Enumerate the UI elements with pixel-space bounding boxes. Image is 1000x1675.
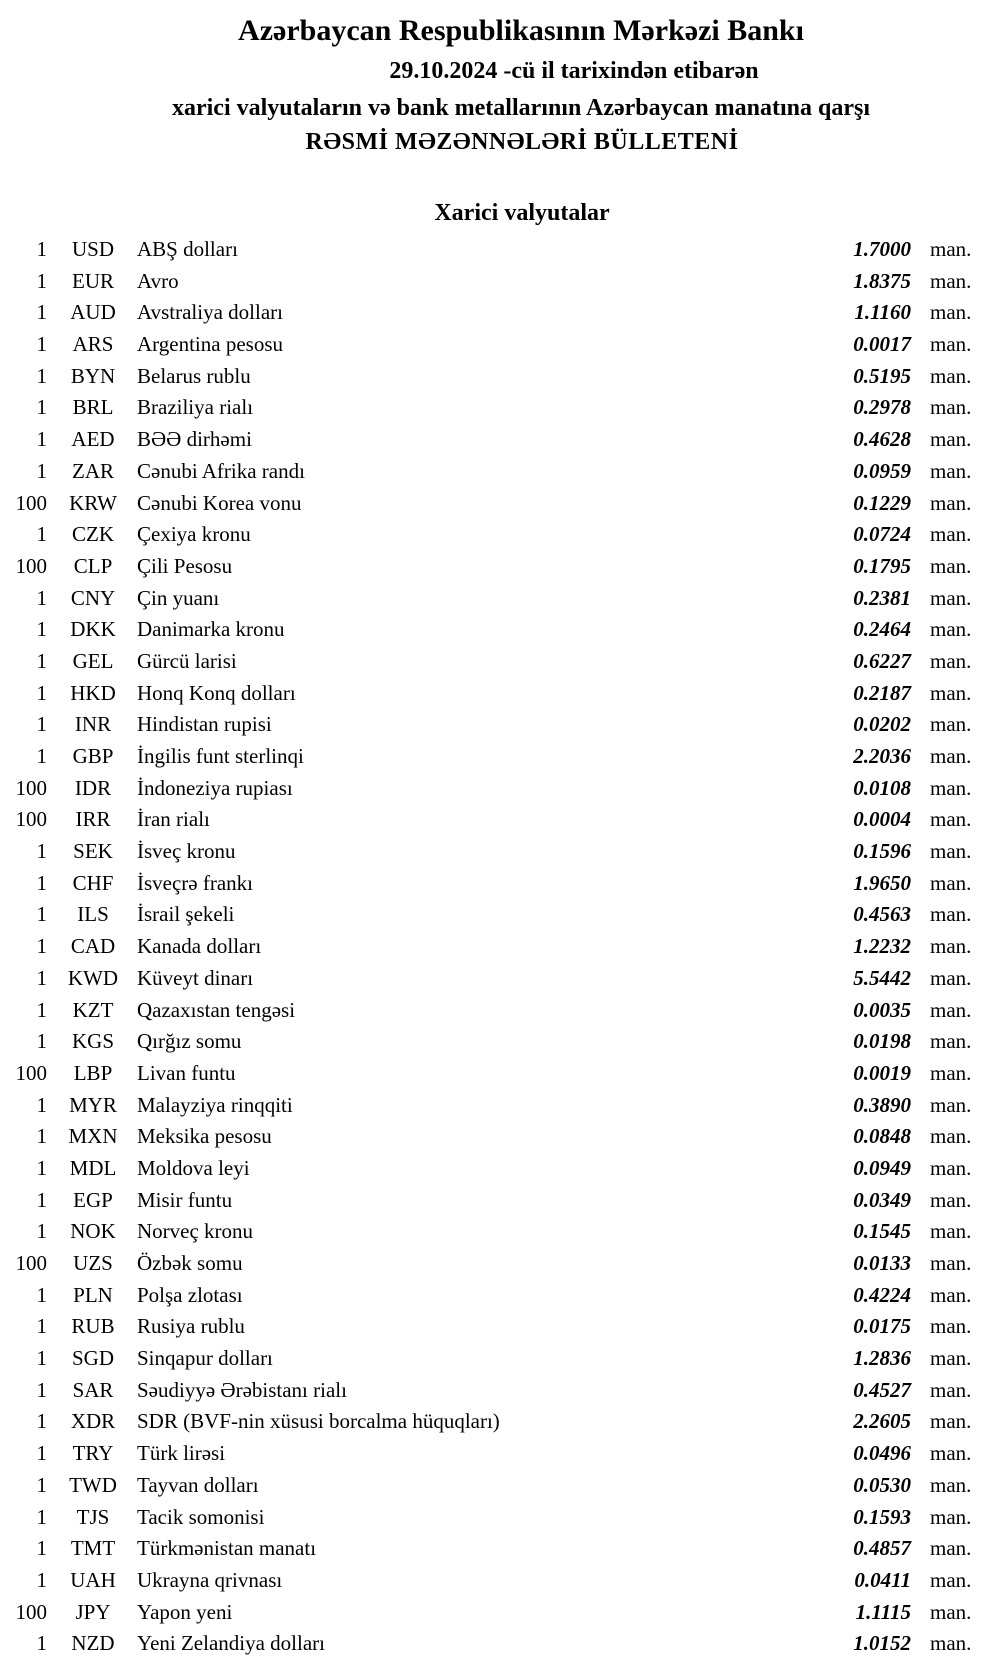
currency-rate: 0.0202 <box>853 712 911 737</box>
currency-unit: man. <box>930 680 972 705</box>
rate-row <box>0 488 1000 520</box>
currency-name: ABŞ dolları <box>137 237 238 261</box>
currency-rate: 0.1795 <box>853 553 911 578</box>
currency-unit: man. <box>930 1029 972 1054</box>
currency-code: LBP <box>73 1060 113 1085</box>
currency-code: SAR <box>72 1377 114 1402</box>
currency-code: UAH <box>70 1567 116 1592</box>
rate-row <box>0 1090 1000 1122</box>
currency-quantity: 1 <box>36 712 47 737</box>
currency-code: TMT <box>70 1536 116 1561</box>
currency-rate: 0.0108 <box>853 775 911 800</box>
rate-row <box>0 583 1000 615</box>
currency-name: Cənubi Korea vonu <box>137 490 302 515</box>
currency-quantity: 100 <box>15 1060 47 1085</box>
currency-rate: 2.2036 <box>853 744 911 768</box>
currency-name: Danimarka kronu <box>137 617 285 642</box>
currency-name: Çexiya kronu <box>137 522 251 547</box>
currency-rate: 0.0411 <box>854 1567 911 1592</box>
currency-name: İndoneziya rupiası <box>137 775 293 800</box>
currency-code: HKD <box>70 680 116 705</box>
rate-row <box>0 297 1000 329</box>
currency-name: Polşa zlotası <box>137 1282 243 1307</box>
rate-row <box>0 1470 1000 1502</box>
currency-rate: 0.4224 <box>853 1282 911 1307</box>
currency-code: EUR <box>72 268 114 293</box>
currency-code: ZAR <box>72 458 114 483</box>
rate-row <box>0 329 1000 361</box>
currency-quantity: 1 <box>36 870 47 895</box>
currency-code: XDR <box>70 1409 116 1434</box>
currency-quantity: 100 <box>15 1599 47 1624</box>
currency-rate: 0.1545 <box>853 1219 911 1244</box>
currency-unit: man. <box>930 585 972 610</box>
currency-quantity: 1 <box>36 1441 47 1466</box>
currency-unit: man. <box>930 237 972 261</box>
currency-code: DKK <box>70 617 116 642</box>
currency-quantity: 1 <box>36 268 47 293</box>
currency-rate: 2.2605 <box>853 1409 911 1434</box>
currency-name: Səudiyyə Ərəbistanı rialı <box>137 1377 347 1402</box>
rate-row <box>0 1121 1000 1153</box>
rate-row <box>0 1185 1000 1217</box>
currency-code: KWD <box>67 965 119 990</box>
currency-code: NOK <box>70 1219 116 1244</box>
currency-name: Braziliya rialı <box>137 395 254 420</box>
rate-row <box>0 931 1000 963</box>
currency-code: UZS <box>73 1251 113 1275</box>
currency-unit: man. <box>930 1124 972 1149</box>
currency-code: BYN <box>70 363 116 388</box>
currency-name: Avro <box>137 268 179 293</box>
currency-quantity: 1 <box>36 902 47 927</box>
currency-code: NZD <box>71 1631 115 1656</box>
currency-quantity: 100 <box>15 1251 47 1275</box>
currency-unit: man. <box>930 1441 972 1466</box>
currency-rate: 0.2187 <box>853 680 911 705</box>
currency-quantity: 1 <box>36 648 47 673</box>
currency-quantity: 1 <box>36 1631 47 1656</box>
currency-quantity: 1 <box>36 522 47 547</box>
rate-row <box>0 868 1000 900</box>
currency-unit: man. <box>930 1472 972 1497</box>
currency-rate: 0.4857 <box>853 1536 911 1561</box>
currency-rate: 0.3890 <box>853 1092 911 1117</box>
rate-row <box>0 1375 1000 1407</box>
currency-quantity: 1 <box>36 1029 47 1054</box>
currency-rate: 0.0198 <box>853 1029 911 1054</box>
currency-rate: 0.0017 <box>853 332 911 357</box>
currency-quantity: 1 <box>36 1124 47 1149</box>
currency-name: Hindistan rupisi <box>137 712 272 737</box>
currency-name: Özbək somu <box>137 1251 243 1275</box>
currency-rate: 0.0949 <box>853 1155 911 1180</box>
currency-unit: man. <box>930 490 972 515</box>
currency-name: Çili Pesosu <box>137 553 233 578</box>
currency-name: İran rialı <box>137 807 210 832</box>
currency-code: RUB <box>71 1314 115 1339</box>
currency-code: KZT <box>72 997 114 1022</box>
currency-quantity: 1 <box>36 395 47 420</box>
currency-name: İsrail şekeli <box>137 902 235 927</box>
currency-rate: 0.1229 <box>853 490 911 515</box>
currency-rate: 1.1115 <box>855 1599 911 1624</box>
currency-quantity: 1 <box>36 1219 47 1244</box>
currency-code: TRY <box>72 1441 114 1466</box>
currency-unit: man. <box>930 1219 972 1244</box>
currency-name: BƏƏ dirhəmi <box>137 427 252 452</box>
currency-rate: 0.0848 <box>853 1124 911 1149</box>
rate-row <box>0 614 1000 646</box>
currency-rate: 0.5195 <box>853 363 911 388</box>
rate-row <box>0 1311 1000 1343</box>
currency-quantity: 100 <box>15 775 47 800</box>
currency-code: INR <box>74 712 112 737</box>
currency-name: İsveç kronu <box>137 839 236 864</box>
currency-unit: man. <box>930 1092 972 1117</box>
currency-unit: man. <box>930 839 972 864</box>
currency-unit: man. <box>930 870 972 895</box>
section-title-foreign-currencies: Xarici valyutalar <box>434 200 610 226</box>
rate-row <box>0 646 1000 678</box>
rate-row <box>0 678 1000 710</box>
currency-quantity: 1 <box>36 1282 47 1307</box>
currency-rate: 0.4628 <box>853 427 911 452</box>
rate-row <box>0 1628 1000 1660</box>
currency-quantity: 1 <box>36 458 47 483</box>
currency-quantity: 1 <box>36 237 47 261</box>
currency-unit: man. <box>930 1346 972 1371</box>
currency-unit: man. <box>930 617 972 642</box>
currency-rate: 0.0349 <box>853 1187 911 1212</box>
currency-code: MYR <box>69 1092 117 1117</box>
currency-name: Yapon yeni <box>137 1599 233 1624</box>
rate-row <box>0 424 1000 456</box>
currency-code: ILS <box>77 902 109 927</box>
currency-rate: 0.2381 <box>853 585 911 610</box>
currency-quantity: 1 <box>36 1567 47 1592</box>
currency-name: SDR (BVF-nin xüsusi borcalma hüquqları) <box>137 1409 500 1434</box>
rate-row <box>0 392 1000 424</box>
currency-quantity: 1 <box>36 1536 47 1561</box>
currency-name: Qırğız somu <box>137 1029 242 1054</box>
currency-name: Rusiya rublu <box>137 1314 245 1339</box>
currency-rate: 1.2836 <box>853 1346 911 1371</box>
currency-code: CAD <box>70 934 116 959</box>
rate-row <box>0 709 1000 741</box>
currency-code: SEK <box>73 839 113 864</box>
rates-table <box>0 234 1000 1660</box>
currency-quantity: 1 <box>36 1187 47 1212</box>
currency-unit: man. <box>930 1251 972 1275</box>
rate-row <box>0 519 1000 551</box>
currency-quantity: 1 <box>36 965 47 990</box>
currency-quantity: 1 <box>36 839 47 864</box>
rate-row <box>0 804 1000 836</box>
rate-row <box>0 836 1000 868</box>
currency-quantity: 1 <box>36 332 47 357</box>
rate-row <box>0 1280 1000 1312</box>
currency-name: Türk lirəsi <box>137 1441 226 1466</box>
currency-code: IDR <box>74 775 112 800</box>
currency-name: Moldova leyi <box>137 1155 250 1180</box>
currency-rate: 0.0133 <box>853 1251 911 1275</box>
currency-code: JPY <box>75 1599 111 1624</box>
currency-rate: 1.9650 <box>853 870 911 895</box>
currency-rate: 1.8375 <box>853 268 911 293</box>
currency-code: ARS <box>72 332 114 357</box>
currency-name: Qazaxıstan tengəsi <box>137 997 296 1022</box>
rate-row <box>0 266 1000 298</box>
currency-unit: man. <box>930 1282 972 1307</box>
currency-unit: man. <box>930 807 972 832</box>
currency-code: CLP <box>73 553 113 578</box>
currency-quantity: 1 <box>36 300 47 325</box>
currency-unit: man. <box>930 712 972 737</box>
currency-quantity: 100 <box>15 553 47 578</box>
rate-row <box>0 1248 1000 1280</box>
currency-quantity: 1 <box>36 1377 47 1402</box>
currency-quantity: 1 <box>36 680 47 705</box>
currency-name: Tacik somonisi <box>137 1504 265 1529</box>
currency-unit: man. <box>930 1155 972 1180</box>
currency-code: AED <box>71 427 115 452</box>
rate-row <box>0 551 1000 583</box>
currency-rate: 0.1596 <box>853 839 911 864</box>
currency-code: EGP <box>73 1187 113 1212</box>
currency-unit: man. <box>930 965 972 990</box>
currency-code: GBP <box>72 744 114 768</box>
currency-name: Çin yuanı <box>137 585 220 610</box>
currency-unit: man. <box>930 1504 972 1529</box>
currency-rate: 0.0035 <box>853 997 911 1022</box>
currency-unit: man. <box>930 1060 972 1085</box>
rate-row <box>0 1565 1000 1597</box>
currency-unit: man. <box>930 1631 972 1656</box>
currency-unit: man. <box>930 1314 972 1339</box>
currency-unit: man. <box>930 648 972 673</box>
bulletin-subtitle: xarici valyutaların və bank metallarının Azərbaycan manatına qarşı <box>171 95 870 121</box>
currency-unit: man. <box>930 553 972 578</box>
currency-rate: 0.0175 <box>853 1314 911 1339</box>
currency-rate: 0.4527 <box>853 1377 911 1402</box>
rate-row <box>0 773 1000 805</box>
currency-code: CZK <box>72 522 114 547</box>
currency-code: IRR <box>75 807 111 832</box>
currency-rate: 1.2232 <box>853 934 911 959</box>
currency-unit: man. <box>930 1377 972 1402</box>
rate-row <box>0 1597 1000 1629</box>
currency-unit: man. <box>930 1536 972 1561</box>
currency-unit: man. <box>930 522 972 547</box>
currency-rate: 0.0724 <box>853 522 911 547</box>
currency-code: BRL <box>72 395 114 420</box>
currency-code: TJS <box>76 1504 110 1529</box>
currency-code: GEL <box>72 648 114 673</box>
rate-row <box>0 899 1000 931</box>
currency-unit: man. <box>930 1187 972 1212</box>
rate-row <box>0 1438 1000 1470</box>
rate-row <box>0 1343 1000 1375</box>
currency-unit: man. <box>930 458 972 483</box>
currency-code: CHF <box>72 870 114 895</box>
currency-quantity: 1 <box>36 363 47 388</box>
rate-row <box>0 1058 1000 1090</box>
currency-rate: 5.5442 <box>853 965 911 990</box>
currency-unit: man. <box>930 997 972 1022</box>
rate-row <box>0 1533 1000 1565</box>
currency-name: Norveç kronu <box>137 1219 254 1244</box>
rate-row <box>0 1216 1000 1248</box>
currency-quantity: 1 <box>36 427 47 452</box>
currency-name: Türkmənistan manatı <box>137 1536 317 1561</box>
currency-name: Sinqapur dolları <box>137 1346 273 1371</box>
currency-quantity: 100 <box>15 807 47 832</box>
currency-unit: man. <box>930 744 972 768</box>
currency-unit: man. <box>930 427 972 452</box>
currency-rate: 0.4563 <box>853 902 911 927</box>
currency-code: AUD <box>70 300 116 325</box>
rate-row <box>0 1502 1000 1534</box>
currency-rate: 1.0152 <box>853 1631 911 1656</box>
currency-quantity: 1 <box>36 617 47 642</box>
currency-name: Ukrayna qrivnası <box>137 1567 283 1592</box>
currency-name: Küveyt dinarı <box>137 965 254 990</box>
rate-row <box>0 1406 1000 1438</box>
currency-code: MXN <box>68 1124 118 1149</box>
currency-code: KGS <box>71 1029 114 1054</box>
currency-quantity: 1 <box>36 934 47 959</box>
currency-quantity: 1 <box>36 1472 47 1497</box>
currency-quantity: 1 <box>36 585 47 610</box>
rate-row <box>0 456 1000 488</box>
currency-unit: man. <box>930 902 972 927</box>
currency-rate: 0.1593 <box>853 1504 911 1529</box>
currency-quantity: 1 <box>36 1346 47 1371</box>
currency-quantity: 100 <box>15 490 47 515</box>
rate-row <box>0 741 1000 773</box>
currency-name: Belarus rublu <box>137 363 251 388</box>
rate-row <box>0 995 1000 1027</box>
currency-quantity: 1 <box>36 1155 47 1180</box>
rate-row <box>0 1153 1000 1185</box>
currency-quantity: 1 <box>36 1092 47 1117</box>
currency-rate: 0.2464 <box>853 617 911 642</box>
rate-row <box>0 234 1000 266</box>
currency-quantity: 1 <box>36 1409 47 1434</box>
currency-quantity: 1 <box>36 744 47 768</box>
currency-name: Cənubi Afrika randı <box>137 458 305 483</box>
currency-rate: 0.0019 <box>853 1060 911 1085</box>
currency-code: TWD <box>69 1472 117 1497</box>
currency-unit: man. <box>930 1599 972 1624</box>
currency-unit: man. <box>930 395 972 420</box>
currency-unit: man. <box>930 363 972 388</box>
currency-unit: man. <box>930 268 972 293</box>
currency-name: İngilis funt sterlinqi <box>137 744 304 768</box>
currency-code: CNY <box>70 585 116 610</box>
currency-quantity: 1 <box>36 997 47 1022</box>
currency-unit: man. <box>930 934 972 959</box>
currency-quantity: 1 <box>36 1504 47 1529</box>
effective-date-line: 29.10.2024 -cü il tarixindən etibarən <box>389 58 759 84</box>
bulletin-page <box>0 12 1000 1660</box>
currency-quantity: 1 <box>36 1314 47 1339</box>
currency-rate: 0.2978 <box>853 395 911 420</box>
currency-name: İsveçrə frankı <box>137 870 254 895</box>
rate-row <box>0 963 1000 995</box>
rate-row <box>0 1026 1000 1058</box>
currency-name: Misir funtu <box>137 1187 233 1212</box>
currency-rate: 0.0959 <box>853 458 911 483</box>
rate-row <box>0 361 1000 393</box>
currency-rate: 0.0496 <box>853 1441 911 1466</box>
bank-title: Azərbaycan Respublikasının Mərkəzi Bankı <box>238 14 804 47</box>
currency-name: Kanada dolları <box>137 934 262 959</box>
currency-code: MDL <box>69 1155 117 1180</box>
currency-rate: 0.0004 <box>853 807 911 832</box>
currency-code: USD <box>71 237 114 261</box>
currency-name: Meksika pesosu <box>137 1124 272 1149</box>
currency-unit: man. <box>930 332 972 357</box>
currency-rate: 0.0530 <box>853 1472 911 1497</box>
currency-name: Honq Konq dolları <box>137 680 296 705</box>
currency-name: Yeni Zelandiya dolları <box>137 1631 325 1656</box>
currency-name: Gürcü larisi <box>137 648 237 673</box>
currency-name: Malayziya rinqqiti <box>137 1092 293 1117</box>
currency-name: Argentina pesosu <box>137 332 284 357</box>
currency-code: PLN <box>73 1282 113 1307</box>
currency-code: SGD <box>71 1346 114 1371</box>
currency-name: Avstraliya dolları <box>137 300 283 325</box>
currency-name: Tayvan dolları <box>137 1472 259 1497</box>
currency-unit: man. <box>930 1409 972 1434</box>
currency-unit: man. <box>930 775 972 800</box>
currency-name: Livan funtu <box>137 1060 236 1085</box>
bulletin-title: RƏSMİ MƏZƏNNƏLƏRİ BÜLLETENİ <box>305 129 739 155</box>
currency-rate: 1.7000 <box>853 237 911 261</box>
currency-unit: man. <box>930 1567 972 1592</box>
currency-rate: 0.6227 <box>853 648 911 673</box>
currency-code: KRW <box>69 490 117 515</box>
currency-rate: 1.1160 <box>854 300 911 325</box>
currency-unit: man. <box>930 300 972 325</box>
